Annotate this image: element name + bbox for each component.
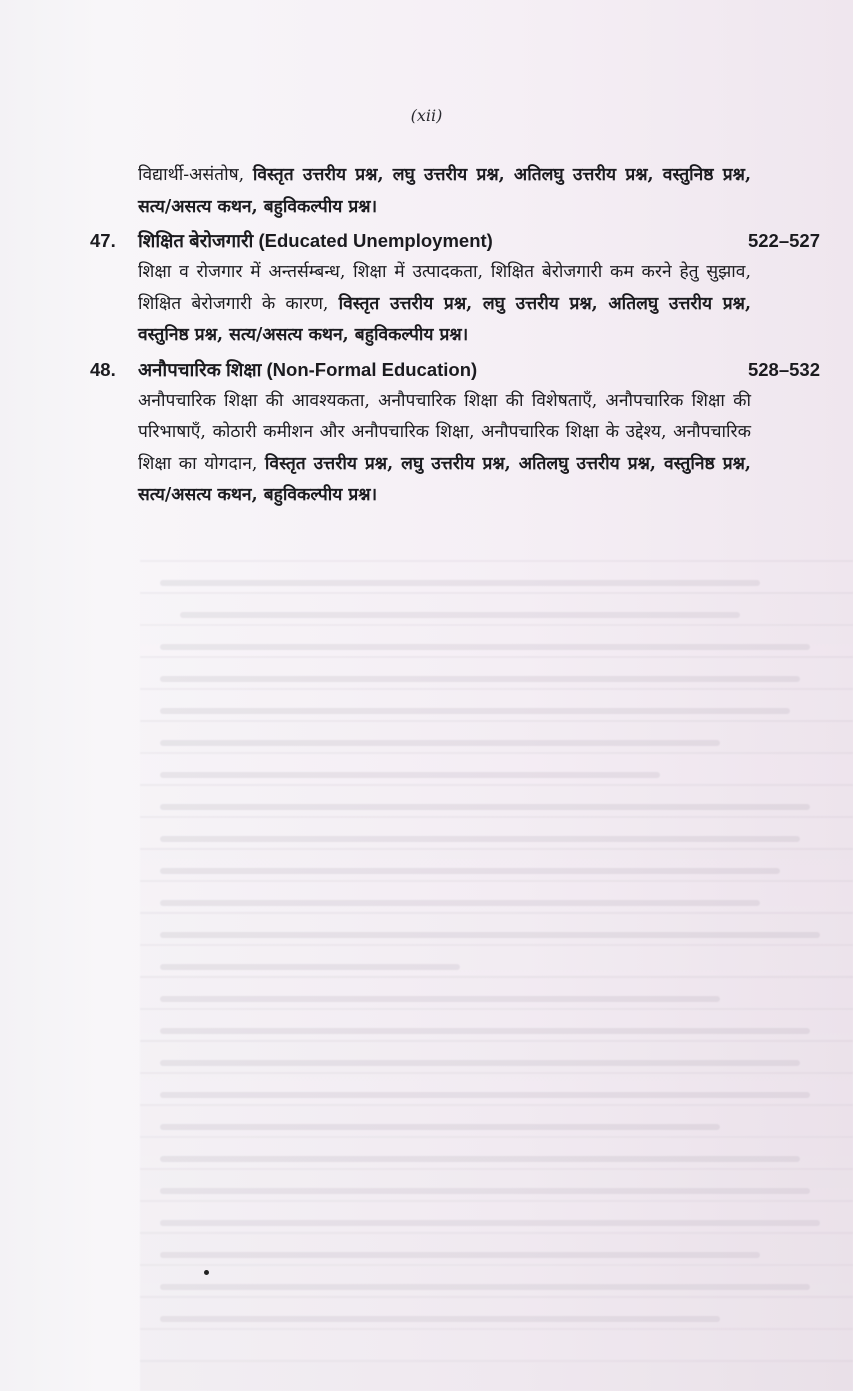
toc-entry-47 xyxy=(90,225,820,352)
entry-page-range: 522–527 xyxy=(747,230,820,251)
entry-number: 47. xyxy=(90,230,116,251)
ink-dot xyxy=(204,1270,209,1275)
toc-entry-48 xyxy=(90,354,820,512)
entry-number: 48. xyxy=(90,358,116,380)
entry-description-bold: विस्तृत उत्तरीय प्रश्न, लघु उत्तरीय प्रश्न, अतिलघु उत्तरीय प्रश्न, वस्तुनिष्ठ प्रश्न, सत्य/असत्य कथन, बहुविकल्पीय प्रश्न। xyxy=(138,293,752,345)
entry-description-plain: अनौपचारिक शिक्षा की आवश्यकता, अनौपचारिक शिक्षा की विशेषताएँ, अनौपचारिक शिक्षा की परिभाषाएँ, कोठारी कमीशन और अनौपचारिक शिक्षा, अनौपचारिक शिक्षा के उद्देश्य, अनौपचारिक शिक्षा का योगदान, xyxy=(138,390,751,474)
table-of-contents xyxy=(90,160,820,512)
intro-plain-text: विद्यार्थी-असंतोष, xyxy=(138,165,253,185)
intro-bold-text: विस्तृत उत्तरीय प्रश्न, लघु उत्तरीय प्रश्न, अतिलघु उत्तरीय प्रश्न, वस्तुनिष्ठ प्रश्न, सत्य/असत्य कथन, बहुविकल्पीय प्रश्न। xyxy=(138,165,751,217)
toc-entry-heading xyxy=(90,225,820,257)
show-through-text-area xyxy=(140,560,853,1391)
entry-title: शिक्षित बेरोजगारी (Educated Unemployment) xyxy=(138,230,493,251)
entry-description-plain: शिक्षा व रोजगार में अन्तर्सम्बन्ध, शिक्षा में उत्पादकता, शिक्षित बेरोजगारी कम करने हेतु सुझाव, शिक्षित बेरोजगारी के कारण, xyxy=(138,262,751,314)
entry-description xyxy=(138,386,751,512)
entry-title: अनौपचारिक शिक्षा (Non-Formal Education) xyxy=(138,358,478,380)
toc-entry-heading xyxy=(90,354,820,386)
entry-description-bold: विस्तृत उत्तरीय प्रश्न, लघु उत्तरीय प्रश्न, अतिलघु उत्तरीय प्रश्न, वस्तुनिष्ठ प्रश्न, सत्य/असत्य कथन, बहुविकल्पीय प्रश्न। xyxy=(138,453,751,505)
page-number: (xii) xyxy=(410,106,443,125)
intro-paragraph xyxy=(138,160,751,223)
entry-page-range: 528–532 xyxy=(747,358,820,380)
entry-description xyxy=(138,257,751,352)
